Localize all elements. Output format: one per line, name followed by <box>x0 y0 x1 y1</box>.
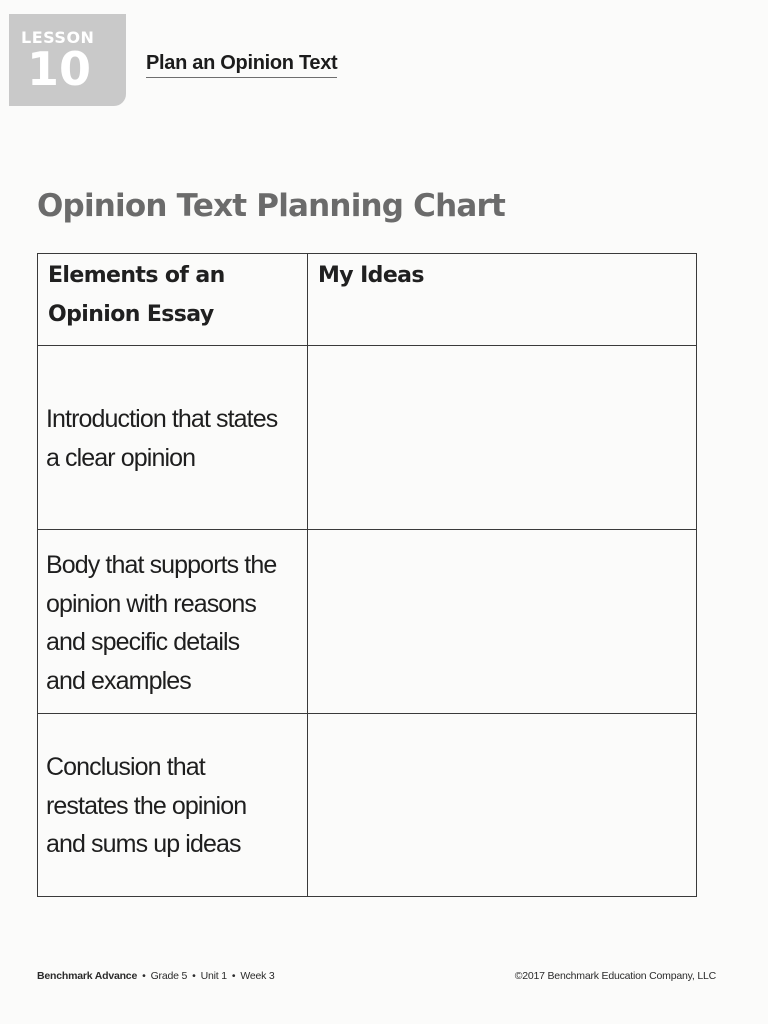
lesson-label: LESSON <box>21 28 95 47</box>
table-row <box>38 346 697 530</box>
footer-week: Week 3 <box>240 970 275 982</box>
ideas-cell-body[interactable] <box>308 530 697 714</box>
footer-copyright: ©2017 Benchmark Education Company, LLC <box>514 970 716 982</box>
element-cell <box>38 714 308 897</box>
element-cell <box>38 530 308 714</box>
footer-unit: Unit 1 <box>200 970 227 982</box>
footer-credits <box>37 970 275 982</box>
element-label-introduction: Introduction that states a clear opinion <box>46 405 278 472</box>
ideas-text <box>308 530 696 546</box>
element-cell <box>38 346 308 530</box>
lesson-title: Plan an Opinion Text <box>146 52 337 78</box>
ideas-text <box>308 346 696 400</box>
header-label-my-ideas: My Ideas <box>318 263 424 288</box>
footer-separator: • <box>192 970 196 982</box>
table-row <box>38 714 697 897</box>
element-label-conclusion: Conclusion that restates the opinion and sums up ideas <box>46 753 247 858</box>
footer-separator: • <box>231 970 236 982</box>
lesson-number: 10 <box>27 42 92 96</box>
header-cell-elements <box>38 254 308 346</box>
table-row <box>38 530 697 714</box>
ideas-cell-conclusion[interactable] <box>308 714 697 897</box>
footer-grade: Grade 5 <box>150 970 188 982</box>
element-label-body: Body that supports the opinion with reasons and specific details and examples <box>46 551 277 695</box>
table-header-row <box>38 254 697 346</box>
footer-brand: Benchmark Advance <box>37 970 138 982</box>
header-label-elements: Elements of an Opinion Essay <box>48 263 225 327</box>
ideas-cell-introduction[interactable] <box>308 346 697 530</box>
planning-chart-table <box>37 253 697 897</box>
header-cell-my-ideas <box>308 254 697 346</box>
page-title: Opinion Text Planning Chart <box>37 188 506 224</box>
ideas-text <box>308 714 696 748</box>
footer-separator: • <box>142 970 146 982</box>
lesson-badge <box>9 14 126 106</box>
